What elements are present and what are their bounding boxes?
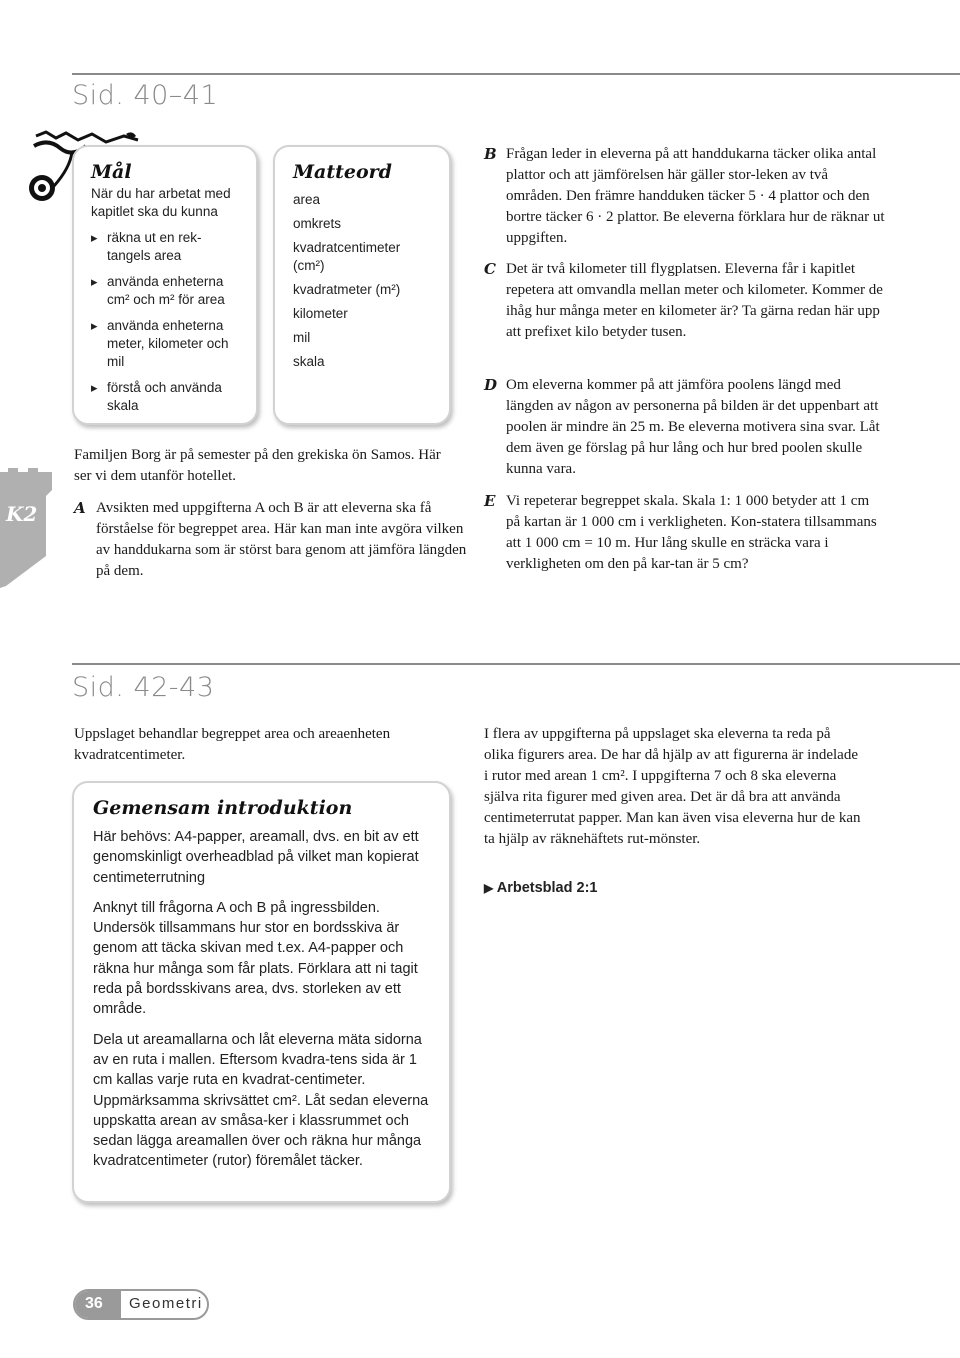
goal-box-title: Mål (91, 161, 132, 183)
note-c (484, 259, 886, 343)
note-letter: E (484, 492, 496, 510)
arrow-right-icon: ▶ (484, 881, 494, 895)
section2-right-text: I flera av uppgifterna på uppslaget ska eleverna ta reda på olika figurers area. De har då hjälp av att figurerna är indelade i rutor med arean 1 cm². I uppgifterna 7 och 8 ska eleverna själva rita figurer med given area. Det är då bra att använda centimeterrutat papper. Man kan även visa eleverna hur de kan ta hjälp av räknehäftets rut-mönster. (484, 726, 861, 847)
note-letter: A (74, 499, 86, 517)
goal-intro: När du har arbetat med kapitlet ska du kunna (91, 186, 231, 219)
term-item: omkrets (293, 216, 342, 231)
note-b (484, 144, 886, 249)
common-introduction-box (72, 781, 451, 1203)
note-text: Avsikten med uppgifterna A och B är att eleverna ska få förståelse för begreppet area. Här kan man inte avgöra vilken av handdukarna som är störst bara genom att jämföra längden på dem. (96, 500, 467, 579)
goal-item: ▸ använda enheterna meter, kilometer och mil (91, 317, 240, 371)
section2-intro: Uppslaget behandlar begreppet area och areaenheten kvadratcentimeter. (74, 726, 391, 763)
section-rule-middle (72, 663, 960, 665)
intro-paragraph: Familjen Borg är på semester på den grekiska ön Samos. Här ser vi dem utanför hotellet. (74, 447, 441, 484)
chapter-tab-label: K2 (6, 502, 38, 526)
common-introduction-title: Gemensam introduktion (93, 797, 353, 819)
worksheet-link[interactable] (484, 880, 597, 896)
goal-item: ▸ använda enheterna cm² och m² för area (91, 273, 240, 309)
term-item: area (293, 192, 321, 207)
chapter-name: Geometri (129, 1295, 203, 1312)
note-d (484, 375, 886, 480)
note-letter: D (484, 376, 498, 394)
section-title-42-43: Sid. 42-43 (72, 672, 215, 703)
term-item: mil (293, 330, 311, 345)
note-text: Frågan leder in eleverna på att handdukarna täcker olika antal plattor och att jämförelsen här gäller stor-leken av två områden. Den främre handduken täcker 5 · 4 plattor och den bortre täcker 6 · 2 plattor. Be eleverna förklara hur de räknar ut uppgiften. (506, 146, 885, 246)
note-letter: B (484, 145, 497, 163)
goal-box (72, 145, 258, 425)
term-item: kilometer (293, 306, 348, 321)
page-number: 36 (85, 1295, 103, 1312)
note-letter: C (484, 260, 496, 278)
section-title-40-41: Sid. 40–41 (72, 80, 219, 111)
note-text: Vi repeterar begreppet skala. Skala 1: 1 000 betyder att 1 cm på kartan är 1 000 cm i verkligheten. Kon-statera tillsammans att 1 000 cm = 10 m. Hur lång skulle en sträcka vara i verkligheten om den på kar-tan är 5 cm? (506, 493, 877, 572)
note-text: Det är två kilometer till flygplatsen. Eleverna får i kapitlet repetera att omvandla mellan meter och kilometer. Kommer de ihåg hur många meter en kilometer är? Ta gärna redan här upp att prefixet kilo betyder tusen. (506, 261, 883, 340)
section-rule-top (72, 73, 960, 75)
term-item: skala (293, 354, 325, 369)
note-a (74, 498, 476, 582)
intro-paragraph-2: Anknyt till frågorna A och B på ingressbilden. Undersök tillsammans hur stor en bordsskiva är genom att täcka skivan med t.ex. A4-papper och räkna hur många som får plats. Förklara att ni tagit reda på bordsskivans area, dvs. storleken av ett område. (93, 899, 418, 1018)
term-item: kvadratcentimeter (cm²) (293, 240, 401, 273)
goal-item: ▸ räkna ut en rek-tangels area (91, 229, 240, 265)
footer-page-tab (73, 1289, 209, 1320)
note-text: Om eleverna kommer på att jämföra poolens längd med längden av någon av personerna på bilden är det uppenbart att poolen är mindre än 25 m. Be eleverna motivera sina svar. Låt dem även ge förslag på hur lång och hur bred poolen skulle kunna vara. (506, 377, 880, 477)
intro-paragraph-1: Här behövs: A4-papper, areamall, dvs. en bit av ett genomskinligt overheadblad på vilket man kopierat centimeterrutning (93, 829, 419, 886)
words-box-title: Matteord (293, 161, 392, 183)
words-box (273, 145, 451, 425)
worksheet-label: Arbetsblad 2:1 (496, 880, 598, 896)
castle-tower-icon (0, 468, 52, 588)
chapter-side-tab (0, 468, 52, 588)
note-e (484, 491, 886, 575)
term-item: kvadratmeter (m²) (293, 282, 401, 297)
goal-item: ▸ förstå och använda skala (91, 379, 240, 415)
intro-paragraph-3: Dela ut areamallarna och låt eleverna mäta sidorna av en ruta i mallen. Eftersom kvadra-tens sida är 1 cm kallas varje ruta en kvadrat-centimeter. Uppmärksamma skrivsättet cm². Låt sedan eleverna uppskatta arean av småsa-ker i klassrummet och sedan lägga areamallen över och räkna hur många kvadratcentimeter (rutor) föremålet täcker. (93, 1031, 429, 1170)
